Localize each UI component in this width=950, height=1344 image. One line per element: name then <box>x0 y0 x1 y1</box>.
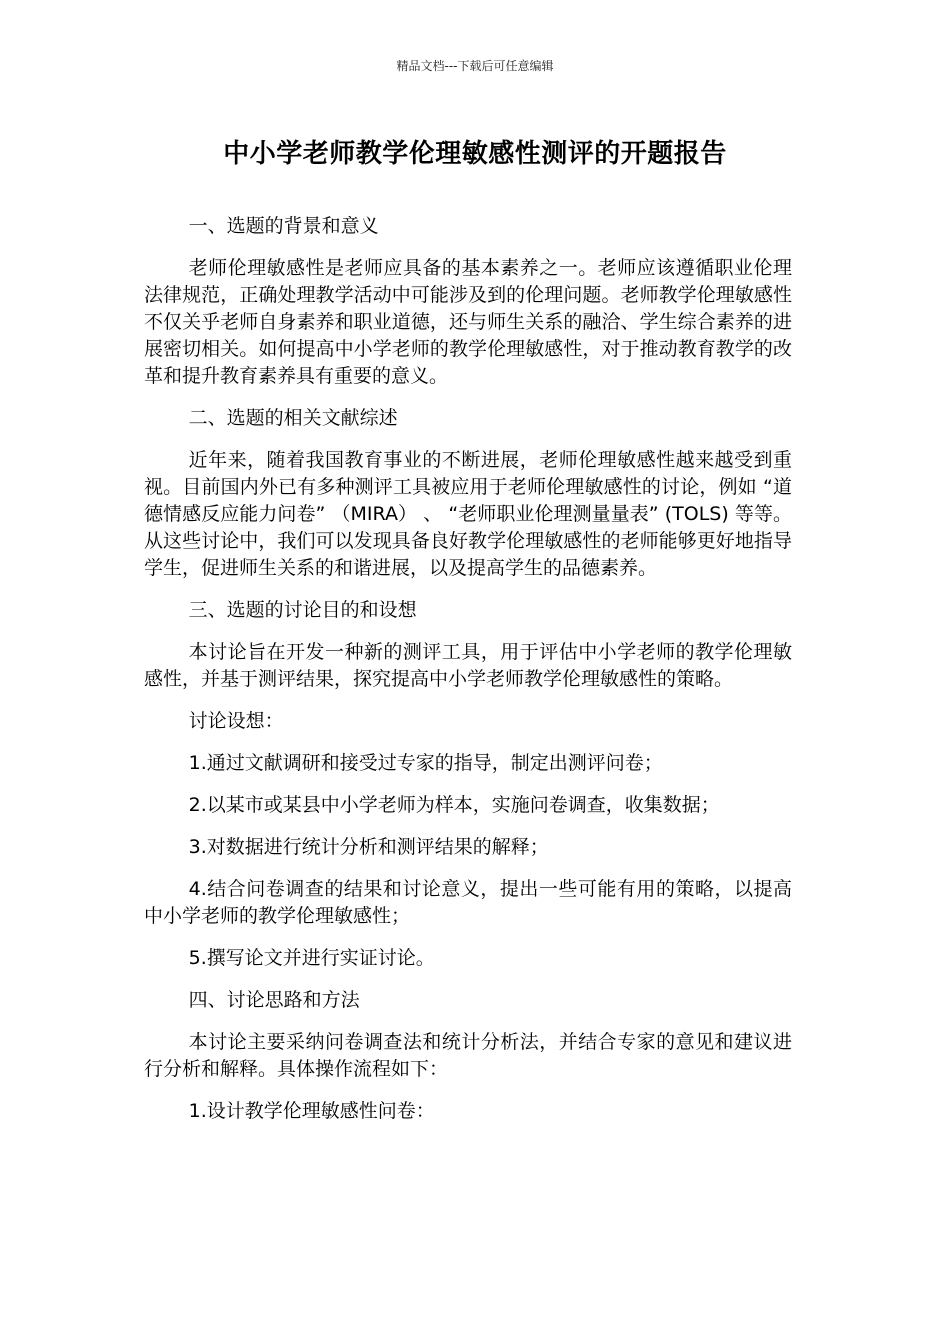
document-body <box>144 213 792 1140</box>
paragraph-plan-label: 讨论设想： <box>188 710 284 732</box>
paragraph-purpose: 本讨论旨在开发一种新的测评工具，用于评估中小学老师的教学伦理敏感性，并基于测评结果，探究提高中小学老师教学伦理敏感性的策略。 <box>144 641 792 690</box>
section-heading-background: 一、选题的背景和意义 <box>188 215 379 237</box>
section-heading-literature: 二、选题的相关文献综述 <box>188 407 398 429</box>
paragraph-literature: 近年来，随着我国教育事业的不断进展，老师伦理敏感性越来越受到重视。目前国内外已有多种测评工具被应用于老师伦理敏感性的讨论，例如 “道德情感反应能力问卷” （MIRA） 、 “老师职业伦理测量量表” (TOLS) 等等。从这些讨论中，我们可以发现具备良好教学伦理敏感性的老师能够更好地指导学生，促进师生关系的和谐进展，以及提高学生的品德素养。 <box>144 449 792 579</box>
method-item-1: 1.设计教学伦理敏感性问卷： <box>188 1100 435 1122</box>
plan-item-3: 3.对数据进行统计分析和测评结果的解释； <box>188 836 549 858</box>
section-heading-purpose: 三、选题的讨论目的和设想 <box>188 599 417 621</box>
plan-item-1: 1.通过文献调研和接受过专家的指导，制定出测评问卷； <box>188 752 663 774</box>
section-heading-method: 四、讨论思路和方法 <box>188 989 360 1011</box>
document-title: 中小学老师教学伦理敏感性测评的开题报告 <box>223 139 727 169</box>
plan-item-4: 4.结合问卷调查的结果和讨论意义，提出一些可能有用的策略，以提高中小学老师的教学伦理敏感性； <box>144 878 792 927</box>
paragraph-background: 老师伦理敏感性是老师应具备的基本素养之一。老师应该遵循职业伦理法律规范，正确处理教学活动中可能涉及到的伦理问题。老师教学伦理敏感性不仅关乎老师自身素养和职业道德，还与师生关系的融洽、学生综合素养的进展密切相关。如何提高中小学老师的教学伦理敏感性，对于推动教育教学的改革和提升教育素养具有重要的意义。 <box>144 257 792 387</box>
plan-item-2: 2.以某市或某县中小学老师为样本，实施问卷调查，收集数据； <box>188 794 720 816</box>
header-note: 精品文档---下载后可任意编辑 <box>396 59 554 73</box>
plan-item-5: 5.撰写论文并进行实证讨论。 <box>188 947 435 969</box>
paragraph-method: 本讨论主要采纳问卷调查法和统计分析法，并结合专家的意见和建议进行分析和解释。具体操作流程如下： <box>144 1031 792 1080</box>
